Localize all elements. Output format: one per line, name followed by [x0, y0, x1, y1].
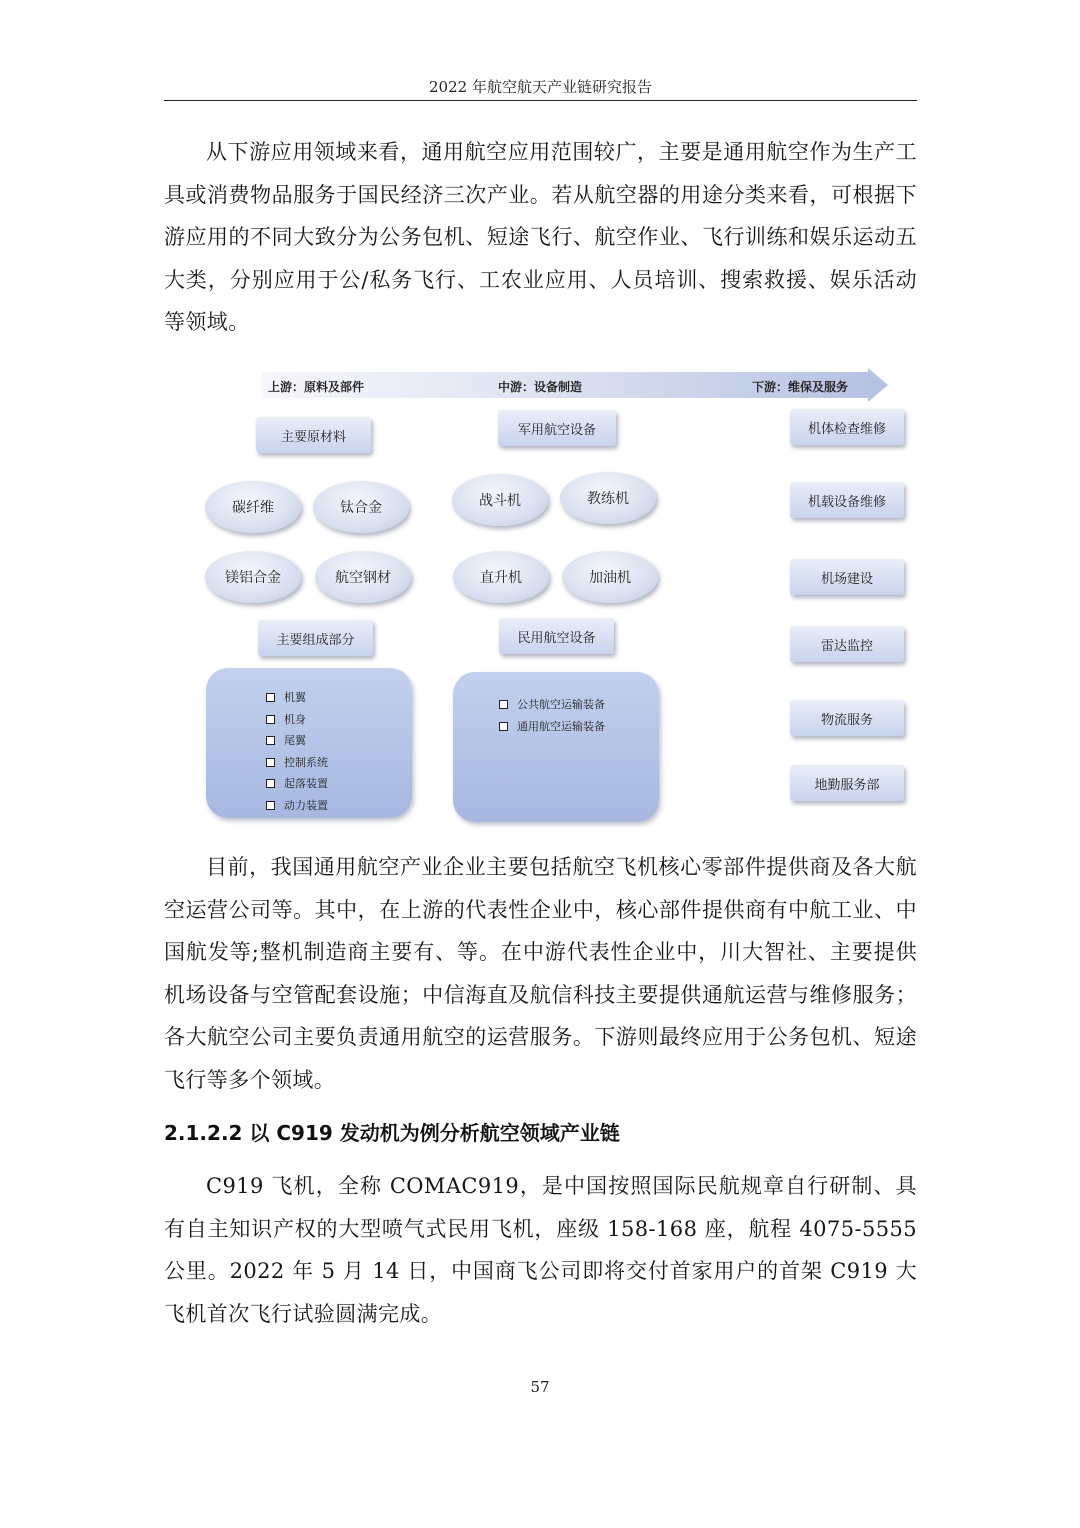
- box-main-components: 主要组成部分: [258, 620, 373, 656]
- box-service-airport-construction: 机场建设: [790, 559, 904, 595]
- stage-label-downstream: 下游：维保及服务: [752, 380, 849, 394]
- component-item: 动力装置: [266, 795, 328, 817]
- box-service-avionics-maintenance: 机载设备维修: [790, 482, 904, 518]
- oval-material-titanium-alloy: 钛合金: [313, 481, 409, 533]
- checkbox-icon: [266, 801, 275, 810]
- oval-military-fighter: 战斗机: [452, 474, 548, 526]
- box-service-airframe-maintenance: 机体检查维修: [790, 409, 904, 445]
- oval-material-mg-al-alloy: 镁铝合金: [205, 551, 301, 603]
- oval-military-helicopter: 直升机: [453, 551, 549, 603]
- page-header: 2022 年航空航天产业链研究报告: [164, 76, 917, 101]
- checkbox-icon: [266, 693, 275, 702]
- box-civil-equipment: 民用航空设备: [499, 618, 614, 654]
- checkbox-icon: [266, 715, 275, 724]
- checkbox-icon: [266, 736, 275, 745]
- oval-military-tanker: 加油机: [562, 551, 658, 603]
- panel-components: [206, 668, 412, 818]
- paragraph-c919: C919 飞机，全称 COMAC919，是中国按照国际民航规章自行研制、具有自主知识产权的大型喷气式民用飞机，座级 158-168 座，航程 4075-5555 公里。2022 年 5 月 14 日，中国商飞公司即将交付首家用户的首架 C919 大飞机首次飞行试验圆满完成。: [164, 1174, 917, 1326]
- component-item: 机身: [266, 709, 328, 731]
- stage-label-upstream: 上游：原料及部件: [268, 380, 365, 394]
- panel-civil-equipment: [453, 672, 659, 822]
- page-number: 57: [530, 1378, 550, 1396]
- stage-label-midstream: 中游：设备制造: [498, 380, 583, 394]
- flow-arrow-head: [868, 368, 888, 402]
- checkbox-icon: [499, 722, 508, 731]
- component-item: 尾翼: [266, 730, 328, 752]
- box-service-logistics: 物流服务: [790, 700, 904, 736]
- oval-material-carbon-fiber: 碳纤维: [205, 481, 301, 533]
- checkbox-icon: [266, 758, 275, 767]
- paragraph-downstream-applications: 从下游应用领域来看，通用航空应用范围较广，主要是通用航空作为生产工具或消费物品服务于国民经济三次产业。若从航空器的用途分类来看，可根据下游应用的不同大致分为公务包机、短途飞行、航空作业、飞行训练和娱乐运动五大类，分别应用于公/私务飞行、工农业应用、人员培训、搜索救援、娱乐活动等领域。: [164, 140, 917, 334]
- civil-equipment-item: 公共航空运输装备: [499, 694, 605, 716]
- component-item: 控制系统: [266, 752, 328, 774]
- checkbox-icon: [499, 700, 508, 709]
- box-service-radar-monitoring: 雷达监控: [790, 626, 904, 662]
- paragraph-enterprises: 目前，我国通用航空产业企业主要包括航空飞机核心零部件提供商及各大航空运营公司等。其中，在上游的代表性企业中，核心部件提供商有中航工业、中国航发等;整机制造商主要有、等。在中游代表性企业中，川大智社、主要提供机场设备与空管配套设施；中信海直及航信科技主要提供通航运营与维修服务；各大航空公司主要负责通用航空的运营服务。下游则最终应用于公务包机、短途飞行等多个领域。: [164, 855, 917, 1092]
- box-main-materials: 主要原材料: [256, 417, 371, 453]
- box-military-equipment: 军用航空设备: [498, 410, 616, 446]
- component-item: 机翼: [266, 687, 328, 709]
- box-service-ground-handling: 地勤服务部: [790, 765, 904, 801]
- component-item: 起落装置: [266, 773, 328, 795]
- industry-chain-diagram: [200, 368, 910, 828]
- civil-equipment-item: 通用航空运输装备: [499, 716, 605, 738]
- oval-military-trainer: 教练机: [560, 472, 656, 524]
- checkbox-icon: [266, 779, 275, 788]
- oval-material-aviation-steel: 航空钢材: [315, 551, 411, 603]
- section-heading: 2.1.2.2 以 C919 发动机为例分析航空领域产业链: [164, 1121, 620, 1145]
